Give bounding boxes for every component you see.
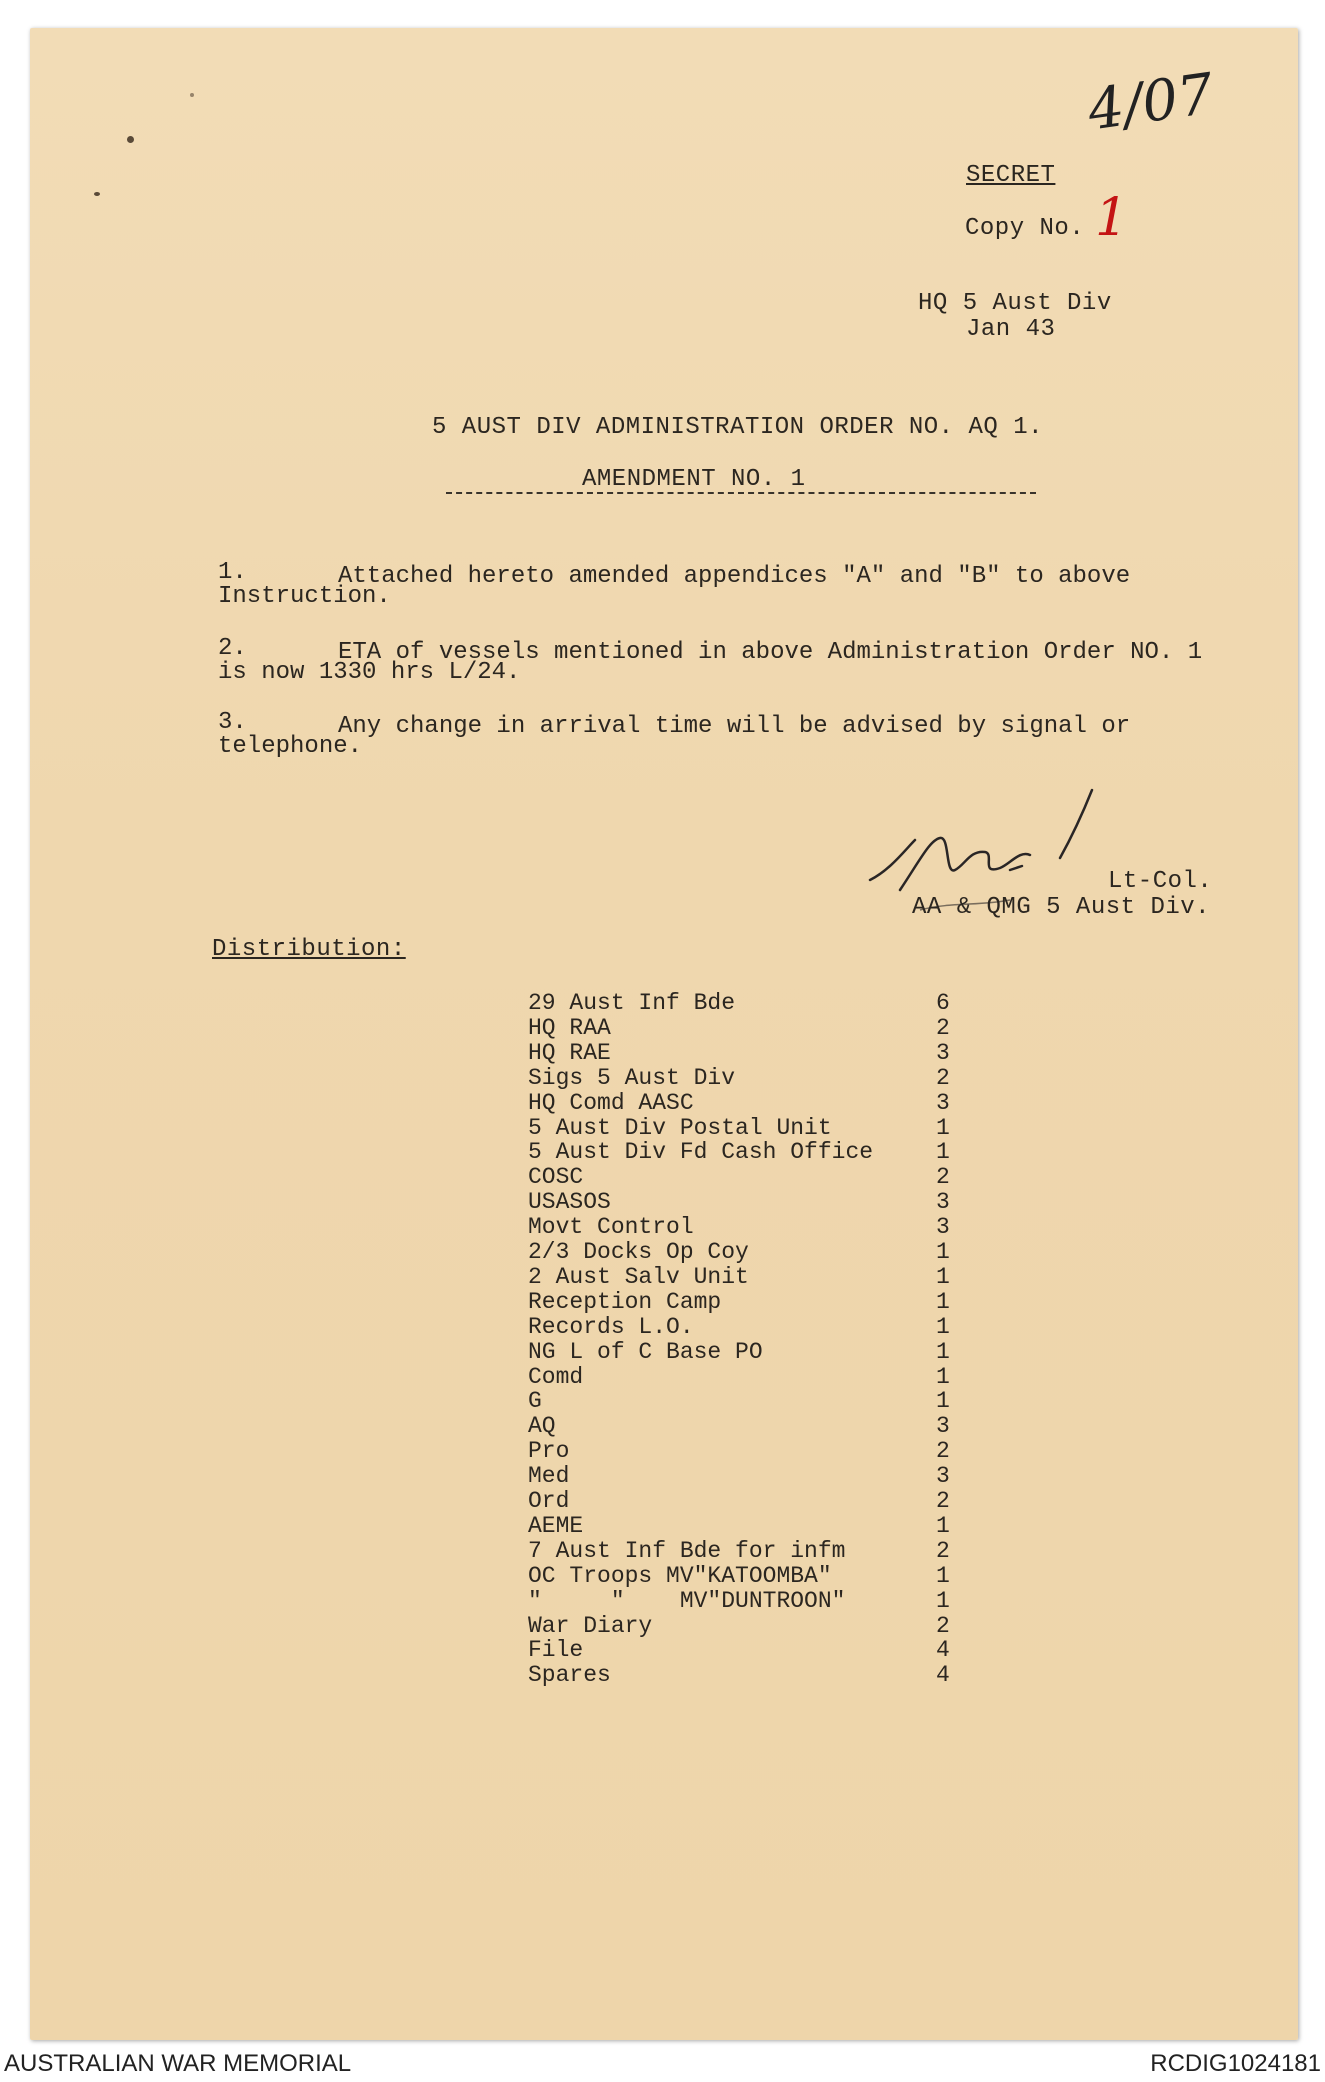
distribution-quantity: 1 xyxy=(936,1115,950,1141)
distribution-quantity: 1 xyxy=(936,1364,950,1390)
distribution-recipient: HQ RAA xyxy=(528,1015,611,1041)
distribution-quantity: 3 xyxy=(936,1214,950,1240)
distribution-quantity: 1 xyxy=(936,1264,950,1290)
distribution-heading: Distribution: xyxy=(212,936,406,963)
page-title: 5 AUST DIV ADMINISTRATION ORDER NO. AQ 1. xyxy=(432,414,1043,441)
distribution-recipient: COSC xyxy=(528,1164,584,1190)
origin-hq: HQ 5 Aust Div xyxy=(918,290,1112,317)
amendment-subtitle: AMENDMENT NO. 1 xyxy=(582,466,806,493)
distribution-quantity: 1 xyxy=(936,1139,950,1165)
distribution-quantity: 2 xyxy=(936,1538,950,1564)
distribution-recipient: 7 Aust Inf Bde for infm xyxy=(528,1538,846,1564)
classification-label: SECRET xyxy=(966,162,1056,189)
distribution-quantity: 1 xyxy=(936,1289,950,1315)
distribution-quantity: 2 xyxy=(936,1613,950,1639)
distribution-recipient: Pro xyxy=(528,1438,570,1464)
distribution-quantity: 2 xyxy=(936,1164,950,1190)
signatory-rank: Lt-Col. xyxy=(1108,868,1213,895)
distribution-quantity: 2 xyxy=(936,1015,950,1041)
distribution-recipient: Movt Control xyxy=(528,1214,694,1240)
distribution-recipient: 2/3 Docks Op Coy xyxy=(528,1239,749,1265)
distribution-recipient: USASOS xyxy=(528,1189,611,1215)
distribution-quantity: 2 xyxy=(936,1065,950,1091)
distribution-quantity: 4 xyxy=(936,1662,950,1688)
distribution-quantity: 3 xyxy=(936,1040,950,1066)
origin-date: Jan 43 xyxy=(966,316,1056,343)
distribution-quantity: 4 xyxy=(936,1637,950,1663)
distribution-recipient: 2 Aust Salv Unit xyxy=(528,1264,749,1290)
distribution-recipient: 5 Aust Div Fd Cash Office xyxy=(528,1139,874,1165)
distribution-recipient: G xyxy=(528,1388,542,1414)
paragraph-2-line2: is now 1330 hrs L/24. xyxy=(218,659,521,686)
paragraph-1-line2: Instruction. xyxy=(218,583,391,610)
copy-number: 1 xyxy=(1095,188,1129,248)
footer-record-id: RCDIG1024181 xyxy=(1150,2050,1321,2077)
distribution-recipient: War Diary xyxy=(528,1613,653,1639)
distribution-quantity: 1 xyxy=(936,1239,950,1265)
distribution-recipient: Sigs 5 Aust Div xyxy=(528,1065,736,1091)
handwritten-reference: 4/07 xyxy=(1084,61,1218,144)
distribution-recipient: AQ xyxy=(528,1413,556,1439)
paragraph-1-line1: Attached hereto amended appendices "A" and "B" to above xyxy=(338,563,1131,590)
copy-label: Copy No. xyxy=(965,215,1085,242)
paragraph-1-number: 1. xyxy=(218,559,247,586)
distribution-quantity: 1 xyxy=(936,1513,950,1539)
paragraph-3-line2: telephone. xyxy=(218,733,363,760)
distribution-recipient: Records L.O. xyxy=(528,1314,694,1340)
distribution-quantity: 2 xyxy=(936,1438,950,1464)
distribution-quantity: 3 xyxy=(936,1090,950,1116)
distribution-recipient: HQ RAE xyxy=(528,1040,611,1066)
distribution-recipient: Spares xyxy=(528,1662,611,1688)
distribution-quantity: 3 xyxy=(936,1413,950,1439)
distribution-recipient: OC Troops MV"KATOOMBA" xyxy=(528,1563,832,1589)
distribution-quantity: 1 xyxy=(936,1339,950,1365)
distribution-recipient: Reception Camp xyxy=(528,1289,722,1315)
stain-mark xyxy=(127,136,134,143)
distribution-quantity: 3 xyxy=(936,1189,950,1215)
distribution-quantity: 2 xyxy=(936,1488,950,1514)
subtitle-underline xyxy=(446,492,1036,494)
stain-mark xyxy=(190,93,194,97)
distribution-quantity: 3 xyxy=(936,1463,950,1489)
paragraph-2-line1: ETA of vessels mentioned in above Administration Order NO. 1 xyxy=(338,639,1203,666)
distribution-quantity: 1 xyxy=(936,1388,950,1414)
distribution-recipient: " " MV"DUNTROON" xyxy=(528,1588,846,1614)
paragraph-3-number: 3. xyxy=(218,709,247,736)
distribution-recipient: File xyxy=(528,1637,584,1663)
distribution-recipient: Comd xyxy=(528,1364,584,1390)
stain-mark xyxy=(94,192,100,196)
distribution-quantity: 1 xyxy=(936,1314,950,1340)
distribution-recipient: HQ Comd AASC xyxy=(528,1090,694,1116)
distribution-recipient: NG L of C Base PO xyxy=(528,1339,763,1365)
distribution-recipient: Ord xyxy=(528,1488,570,1514)
distribution-recipient: Med xyxy=(528,1463,570,1489)
footer-institution: AUSTRALIAN WAR MEMORIAL xyxy=(4,2050,352,2077)
distribution-quantity: 1 xyxy=(936,1563,950,1589)
distribution-quantity: 6 xyxy=(936,990,950,1016)
document-page xyxy=(30,28,1298,2040)
signatory-appointment: AA & QMG 5 Aust Div. xyxy=(912,894,1211,921)
paragraph-3-line1: Any change in arrival time will be advised by signal or xyxy=(338,713,1131,740)
distribution-recipient: 5 Aust Div Postal Unit xyxy=(528,1115,832,1141)
distribution-recipient: 29 Aust Inf Bde xyxy=(528,990,736,1016)
paragraph-2-number: 2. xyxy=(218,635,247,662)
distribution-quantity: 1 xyxy=(936,1588,950,1614)
distribution-recipient: AEME xyxy=(528,1513,584,1539)
